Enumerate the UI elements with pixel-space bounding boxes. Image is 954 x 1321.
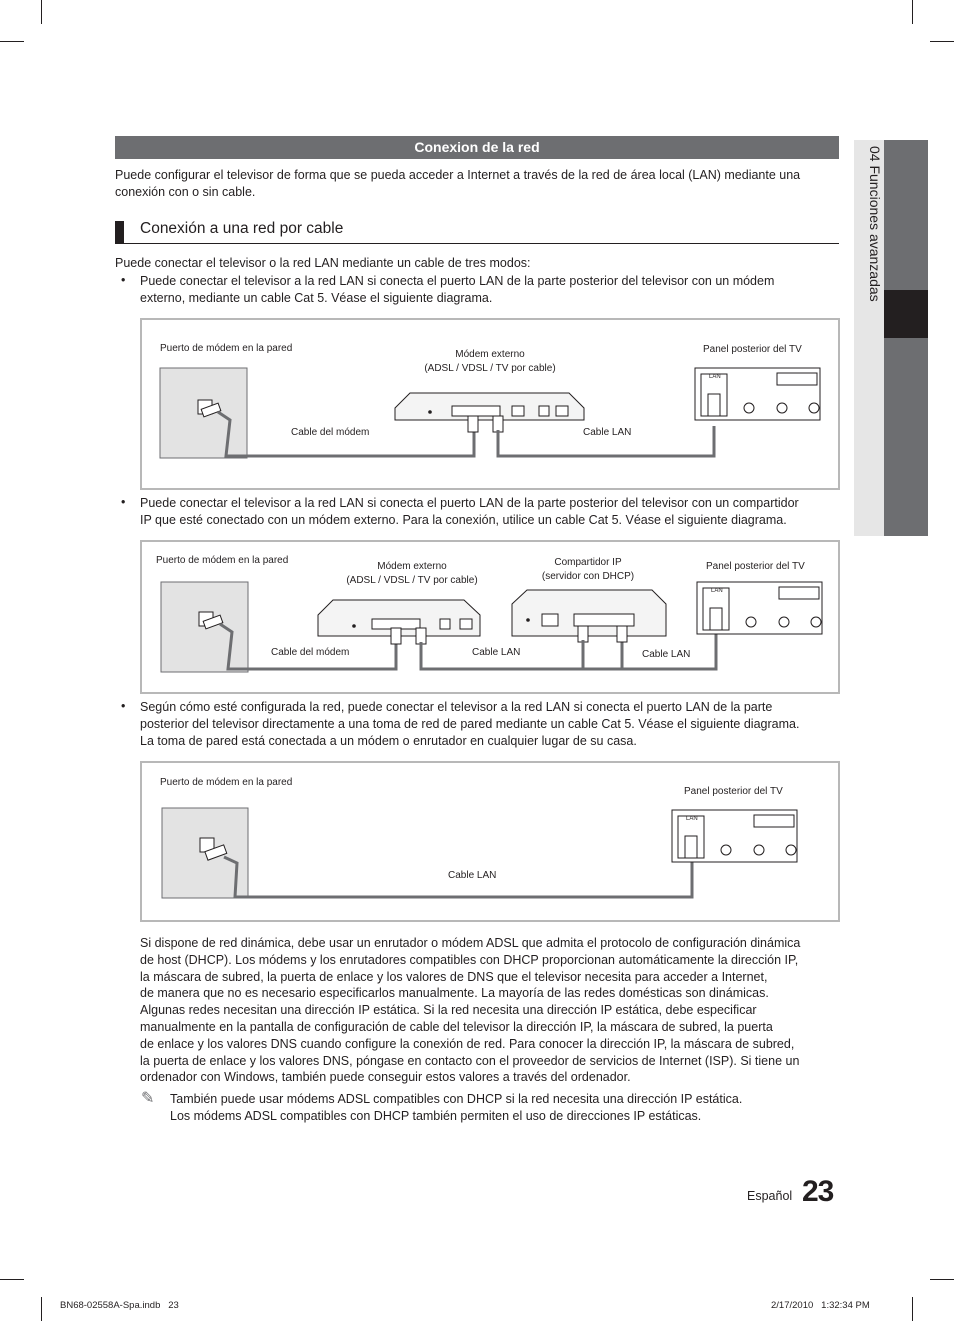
crop-mark: [912, 1297, 913, 1321]
bullet-item: [140, 699, 799, 750]
footer-file-info: BN68-02558A-Spa.indb 23: [60, 1300, 179, 1311]
crop-mark: [912, 0, 913, 24]
modem-label: [400, 348, 580, 376]
rj45-plug-icon: [708, 394, 720, 416]
tv-panel-label: Panel posterior del TV: [706, 561, 805, 572]
paragraph-line: de host (DHCP). Los módems y los enrutadores compatibles con DHCP proporcionan automáticamente la dirección IP,: [140, 952, 799, 967]
bullet-line: Puede conectar el televisor a la red LAN si conecta el puerto LAN de la parte posterior del televisor con un compartidor: [140, 496, 799, 510]
dhcp-paragraph: [140, 935, 800, 1086]
bullet-item: [140, 273, 774, 307]
tv-panel-label: Panel posterior del TV: [684, 786, 783, 797]
bullet-line: IP que esté conectado con un módem externo. Para la conexión, utilice un cable Cat 5. Véase el siguiente diagrama.: [140, 513, 787, 527]
wall-port-label: Puerto de módem en la pared: [160, 777, 293, 788]
footer-language: Español: [747, 1189, 793, 1203]
side-tab-block: [884, 140, 928, 290]
rj45-plug-icon: [391, 628, 401, 644]
wall-panel: [161, 582, 248, 672]
lan-port-label: LAN: [711, 588, 723, 594]
rj45-plug-icon: [468, 416, 478, 432]
modem-label-line: Módem externo: [377, 561, 447, 572]
ip-sharer-device-icon: [512, 590, 666, 636]
bullet-symbol: •: [121, 273, 126, 287]
lan-cable-label: Cable LAN: [448, 870, 497, 881]
lead-text: Puede conectar el televisor o la red LAN mediante un cable de tres modos:: [115, 256, 531, 270]
lan-cable: [421, 638, 622, 669]
crop-mark: [41, 1297, 42, 1321]
ip-sharer-label: [518, 556, 658, 584]
modem-label-line: (ADSL / VDSL / TV por cable): [424, 363, 556, 374]
paragraph-line: de manera que no es necesario especificarlos manualmente. La mayoría de las redes domésticas son dinámicas.: [140, 986, 769, 1001]
crop-mark: [0, 41, 24, 42]
bullet-line: externo, mediante un cable Cat 5. Véase el siguiente diagrama.: [140, 291, 493, 305]
bullet-line: Puede conectar el televisor a la red LAN si conecta el puerto LAN de la parte posterior del televisor con un módem: [140, 274, 775, 288]
page-number: 23: [802, 1175, 834, 1208]
intro-line: Puede configurar el televisor de forma que se pueda acceder a Internet a través de la red de área local (LAN) mediante una: [115, 168, 801, 182]
side-tab-active-marker: [884, 290, 928, 338]
note-line: También puede usar módems ADSL compatibles con DHCP si la red necesita una dirección IP estática.: [170, 1092, 743, 1106]
note-line: Los módems ADSL compatibles con DHCP también permiten el uso de direcciones IP estáticas.: [170, 1109, 702, 1123]
side-tab-block: [884, 338, 928, 536]
side-tab-label: 04 Funciones avanzadas: [867, 146, 883, 302]
paragraph-line: Algunas redes necesitan una dirección IP estática. Si la red necesita una dirección IP estática, debe especificar: [140, 1003, 757, 1018]
subsection-heading: [115, 219, 839, 244]
modem-label: [322, 560, 502, 588]
intro-line: conexión con o sin cable.: [115, 185, 256, 199]
lan-port-label: LAN: [709, 374, 721, 380]
paragraph-line: de enlace y los valores DNS cuando configure la conexión de red. Para conocer la dirección IP, la máscara de subred,: [140, 1036, 795, 1051]
bullet-symbol: •: [121, 699, 126, 713]
wall-port-label: Puerto de módem en la pared: [156, 555, 289, 566]
paragraph-line: manualmente en la pantalla de configuración de cable del televisor la dirección IP, la máscara de subred, la puerta: [140, 1019, 773, 1034]
heading-text: Conexión a una red por cable: [140, 220, 344, 237]
modem-cable-label: Cable del módem: [291, 427, 370, 438]
rj45-plug-icon: [493, 416, 503, 432]
lan-port-label: LAN: [686, 816, 698, 822]
diagram-modem-connection: [140, 318, 840, 490]
bullet-symbol: •: [121, 495, 126, 509]
modem-label-line: Módem externo: [455, 349, 525, 360]
diagram-ip-sharer-connection: [140, 540, 840, 694]
diagram-wall-connection: [140, 761, 840, 922]
bullet-line: posterior del televisor directamente a una toma de red de pared mediante un cable Cat 5. Véase el siguiente diagrama.: [140, 717, 800, 731]
crop-mark: [930, 41, 954, 42]
section-title: Conexion de la red: [115, 136, 839, 159]
rj45-plug-icon: [578, 626, 588, 642]
rj45-plug-icon: [617, 626, 627, 642]
heading-marker: [115, 221, 124, 243]
intro-paragraph: [115, 167, 800, 201]
rj45-plug-icon: [685, 836, 697, 858]
lan-cable-label: Cable LAN: [583, 427, 632, 438]
tv-panel-label: Panel posterior del TV: [703, 344, 802, 355]
footer-timestamp: 2/17/2010 1:32:34 PM: [771, 1300, 870, 1311]
lan-cable-label: Cable LAN: [642, 649, 691, 660]
modem-cable-label: Cable del módem: [271, 647, 350, 658]
crop-mark: [41, 0, 42, 24]
note-text: [170, 1091, 742, 1125]
lan-cable-label: Cable LAN: [472, 647, 521, 658]
ip-sharer-label-line: Compartidor IP: [554, 557, 622, 568]
rj45-plug-icon: [416, 628, 426, 644]
rj45-plug-icon: [710, 608, 722, 630]
bullet-line: Según cómo esté configurada la red, puede conectar el televisor a la red LAN si conecta el puerto LAN de la parte: [140, 700, 773, 714]
paragraph-line: la puerta de enlace y los valores DNS, póngase en contacto con el proveedor de servicios de Internet (ISP). Si tiene un: [140, 1053, 800, 1068]
crop-mark: [0, 1279, 24, 1280]
crop-mark: [930, 1279, 954, 1280]
bullet-line: La toma de pared está conectada a un módem o enrutador en cualquier lugar de su casa.: [140, 734, 637, 748]
paragraph-line: ordenador con Windows, también puede conseguir estos valores a través del ordenador.: [140, 1070, 631, 1085]
wall-port-label: Puerto de módem en la pared: [160, 343, 293, 354]
ip-sharer-label-line: (servidor con DHCP): [541, 571, 635, 582]
bullet-item: [140, 495, 799, 529]
paragraph-line: Si dispone de red dinámica, debe usar un enrutador o módem ADSL que admita el protocolo de configuración dinámica: [140, 936, 801, 950]
paragraph-line: la máscara de subred, la puerta de enlace y los valores de DNS que el televisor necesita para acceder a Internet,: [140, 969, 768, 984]
note-icon: ✎: [141, 1090, 155, 1107]
modem-label-line: (ADSL / VDSL / TV por cable): [346, 575, 478, 586]
